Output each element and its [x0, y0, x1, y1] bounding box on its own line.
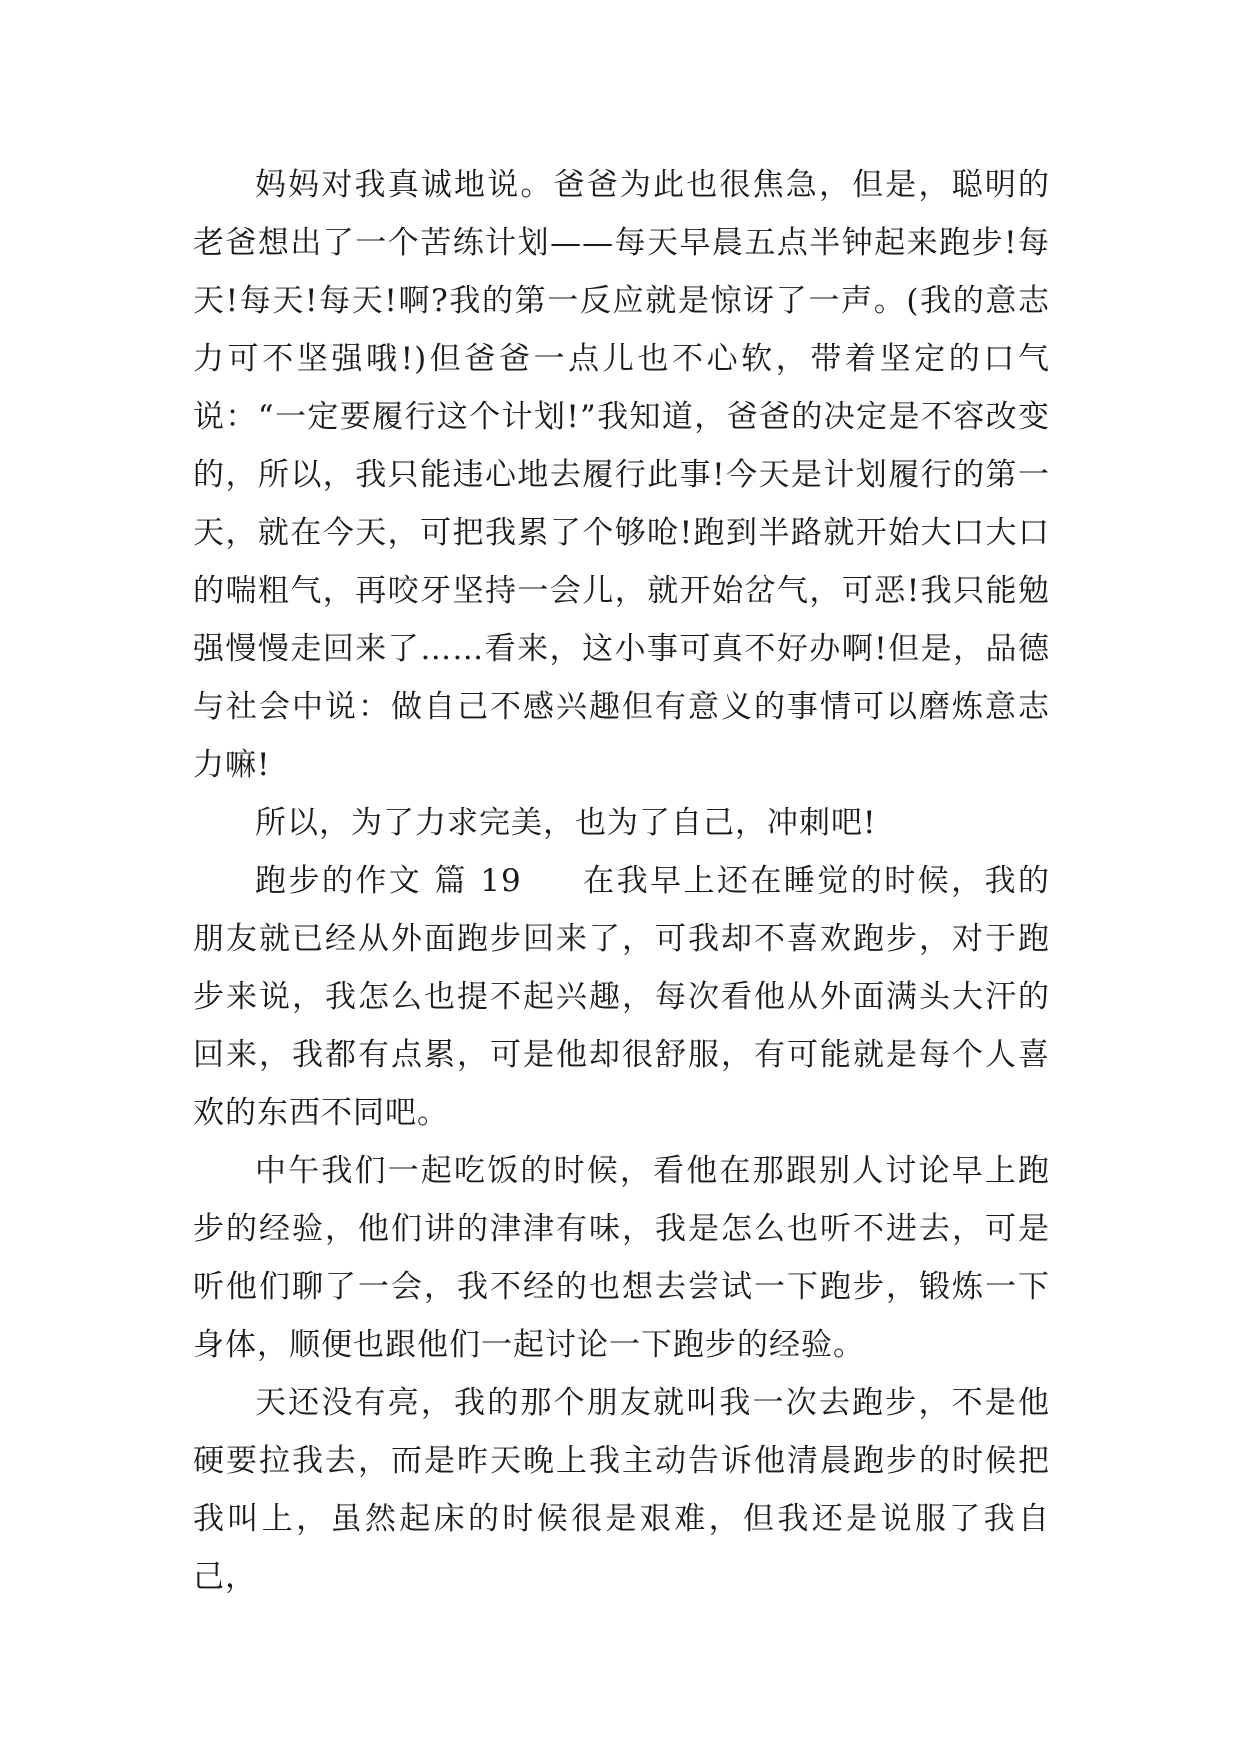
document-body	[193, 156, 1050, 1606]
paragraph-2: 所以，为了力求完美，也为了自己，冲刺吧!	[255, 805, 877, 841]
section-first-text: 在我早上还在睡觉的时候，我的朋友就已经从外面跑步回来了，可我却不喜欢跑步，对于跑步来说，我怎么也提不起兴趣，每次看他从外面满头大汗的回来，我都有点累，可是他却很舒服，有可能就是每个人喜欢的东西不同吧。	[193, 863, 1050, 1131]
paragraph-5: 天还没有亮，我的那个朋友就叫我一次去跑步，不是他硬要拉我去，而是昨天晚上我主动告诉他清晨跑步的时候把我叫上，虽然起床的时候很是艰难，但我还是说服了我自己，	[193, 1385, 1050, 1595]
paragraph-4: 中午我们一起吃饭的时候，看他在那跟别人讨论早上跑步的经验，他们讲的津津有味，我是怎么也听不进去，可是听他们聊了一会，我不经的也想去尝试一下跑步，锻炼一下身体，顺便也跟他们一起讨论一下跑步的经验。	[193, 1153, 1050, 1363]
paragraph-1: 妈妈对我真诚地说。爸爸为此也很焦急，但是，聪明的老爸想出了一个苦练计划——每天早晨五点半钟起来跑步!每天!每天!每天!啊?我的第一反应就是惊讶了一声。(我的意志力可不坚强哦!)但爸爸一点儿也不心软，带着坚定的口气说：“一定要履行这个计划!”我知道，爸爸的决定是不容改变的，所以，我只能违心地去履行此事!今天是计划履行的第一天，就在今天，可把我累了个够呛!跑到半路就开始大口大口的喘粗气，再咬牙坚持一会儿，就开始岔气，可恶!我只能勉强慢慢走回来了……看来，这小事可真不好办啊!但是，品德与社会中说：做自己不感兴趣但有意义的事情可以磨炼意志力嘛!	[193, 167, 1050, 783]
section-heading: 跑步的作文 篇 19	[255, 863, 522, 899]
section-paragraph	[193, 852, 1050, 1142]
